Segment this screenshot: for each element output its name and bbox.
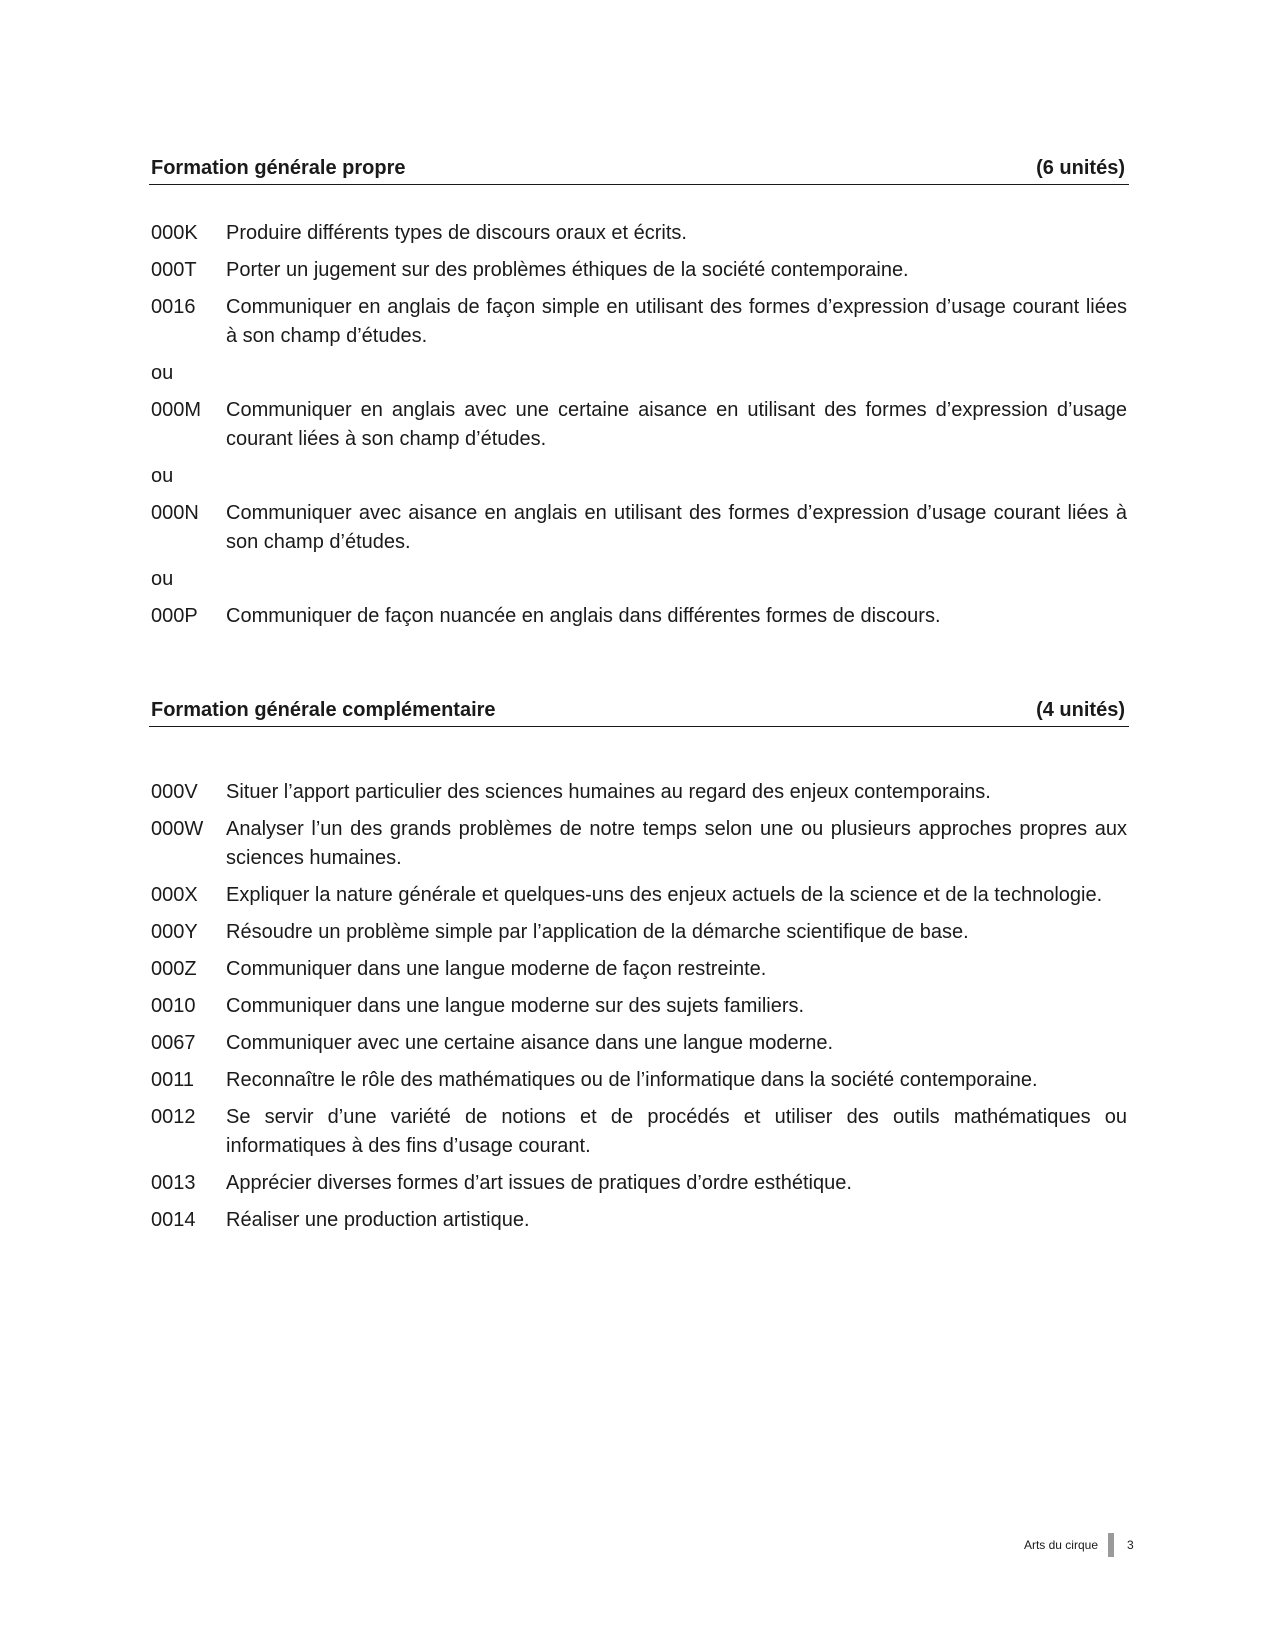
competency-text: Communiquer en anglais de façon simple en utilisant des formes d’expression d’usage courant liées à son champ d’études. [226, 296, 1127, 347]
competency-text: Résoudre un problème simple par l’application de la démarche scientifique de base. [226, 921, 969, 943]
competency-code: 0016 [151, 296, 196, 318]
footer-doc-title: Arts du cirque [1023, 1538, 1098, 1552]
competency-item [149, 778, 1129, 807]
competency-code: 000Y [151, 921, 198, 943]
competency-code: 0014 [151, 1209, 196, 1231]
competency-item [149, 602, 1129, 631]
competency-code: 0013 [151, 1172, 196, 1194]
competency-item [149, 955, 1129, 984]
page-footer [0, 1533, 1275, 1557]
competency-text: Situer l’apport particulier des sciences humaines au regard des enjeux contemporains. [226, 781, 991, 803]
competency-code: 000V [151, 781, 198, 803]
competency-item [149, 293, 1129, 351]
competency-code: 000W [151, 818, 204, 840]
section-header-propre [149, 156, 1129, 185]
competency-text: Expliquer la nature générale et quelques-uns des enjeux actuels de la science et de la technologie. [226, 884, 1103, 906]
competency-code: 0011 [151, 1069, 195, 1091]
competency-item [149, 219, 1129, 248]
competency-item [149, 1169, 1129, 1198]
competency-code: 0067 [151, 1032, 196, 1054]
competency-text: Porter un jugement sur des problèmes éthiques de la société contemporaine. [226, 259, 909, 281]
competency-item [149, 1103, 1129, 1161]
competency-text: Communiquer dans une langue moderne sur des sujets familiers. [226, 995, 805, 1017]
competency-list-complementaire [149, 778, 1129, 1243]
competency-code: 000N [151, 502, 199, 524]
or-separator: ou [151, 568, 174, 590]
competency-item [149, 256, 1129, 285]
competency-item [149, 1066, 1129, 1095]
competency-item [149, 992, 1129, 1021]
competency-text: Produire différents types de discours oraux et écrits. [226, 222, 687, 244]
competency-text: Communiquer avec aisance en anglais en utilisant des formes d’expression d’usage courant liées à son champ d’études. [226, 502, 1127, 553]
competency-text: Réaliser une production artistique. [226, 1209, 530, 1231]
competency-code: 0010 [151, 995, 196, 1017]
section-units: (4 unités) [1036, 699, 1125, 721]
or-separator: ou [151, 362, 174, 384]
section-title: Formation générale propre [151, 157, 406, 179]
competency-text: Analyser l’un des grands problèmes de notre temps selon une ou plusieurs approches propres aux sciences humaines. [226, 818, 1127, 869]
competency-code: 000X [151, 884, 198, 906]
section-header-complementaire [149, 698, 1129, 727]
competency-text: Communiquer dans une langue moderne de façon restreinte. [226, 958, 767, 980]
page-number: 3 [1127, 1538, 1134, 1552]
or-separator: ou [151, 465, 174, 487]
competency-text: Se servir d’une variété de notions et de procédés et utiliser des outils mathématiques ou informatiques à des fins d’usage courant. [226, 1106, 1127, 1157]
section-units: (6 unités) [1036, 157, 1125, 179]
competency-text: Apprécier diverses formes d’art issues de pratiques d’ordre esthétique. [226, 1172, 852, 1194]
competency-item [149, 1029, 1129, 1058]
competency-item [149, 881, 1129, 910]
competency-code: 000K [151, 222, 198, 244]
competency-code: 0012 [151, 1106, 196, 1128]
competency-text: Communiquer en anglais avec une certaine aisance en utilisant des formes d’expression d’usage courant liées à son champ d’études. [226, 399, 1127, 450]
competency-list-propre [149, 219, 1129, 639]
competency-text: Communiquer de façon nuancée en anglais dans différentes formes de discours. [226, 605, 941, 627]
competency-item [149, 499, 1129, 557]
competency-item [149, 918, 1129, 947]
footer-separator [1108, 1533, 1114, 1557]
competency-text: Communiquer avec une certaine aisance dans une langue moderne. [226, 1032, 834, 1054]
competency-code: 000Z [151, 958, 197, 980]
competency-code: 000P [151, 605, 198, 627]
competency-item [149, 396, 1129, 454]
competency-code: 000T [151, 259, 197, 281]
competency-text: Reconnaître le rôle des mathématiques ou de l’informatique dans la société contemporaine. [226, 1069, 1038, 1091]
section-title: Formation générale complémentaire [151, 699, 496, 721]
competency-code: 000M [151, 399, 202, 421]
competency-item [149, 1206, 1129, 1235]
competency-item [149, 815, 1129, 873]
